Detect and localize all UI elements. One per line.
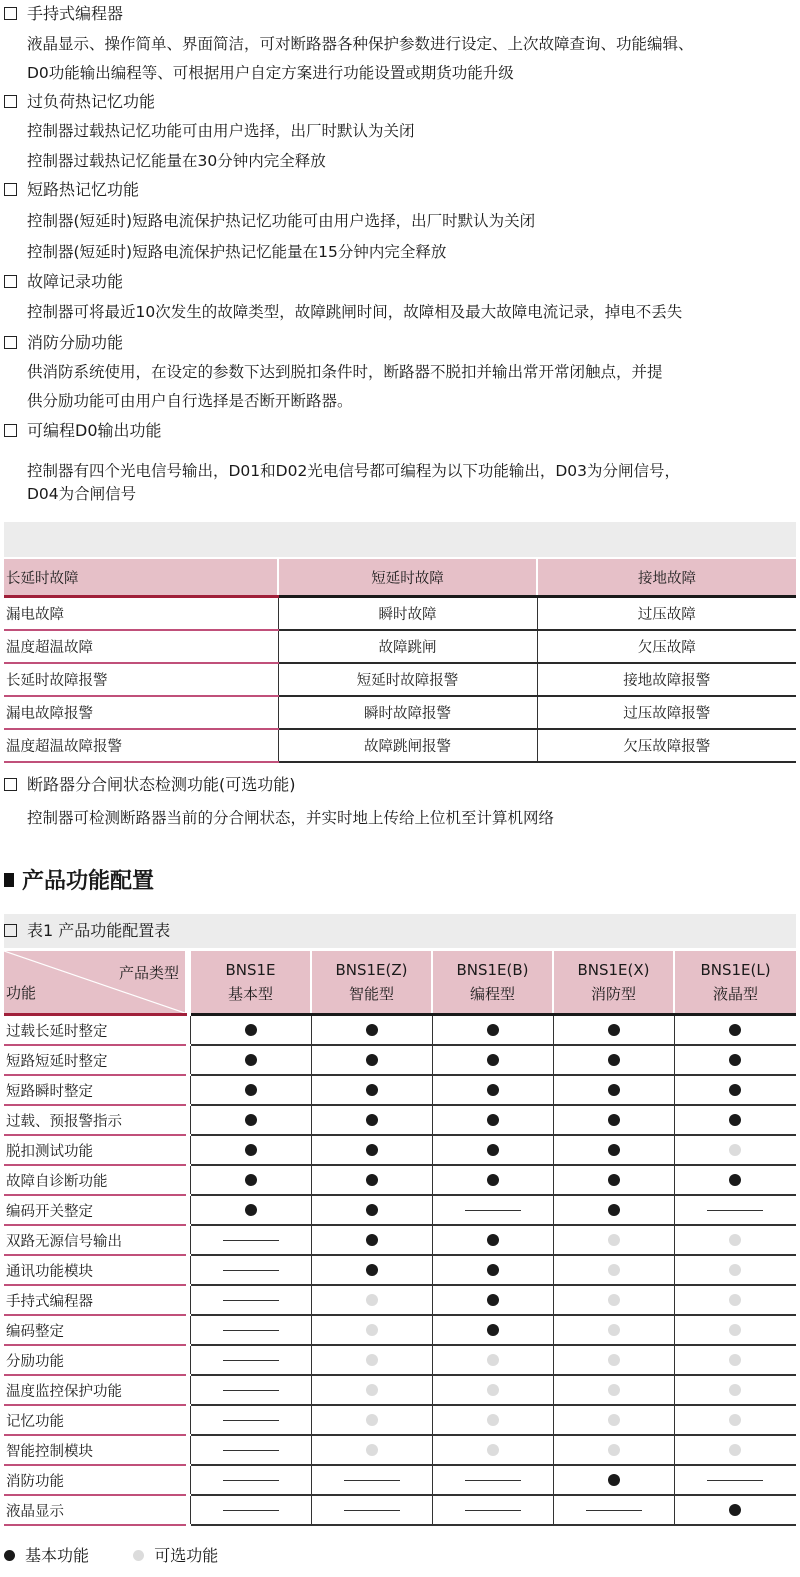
basic-dot-icon (245, 1054, 257, 1066)
value-cell (674, 1345, 796, 1375)
value-cell (674, 1435, 796, 1465)
table-cell: 故障跳闸 (278, 630, 537, 663)
not-available-dash-icon (465, 1510, 521, 1511)
table-row (4, 630, 796, 663)
checkbox-square-icon (4, 924, 17, 937)
not-available-dash-icon (344, 1510, 400, 1511)
value-cell (553, 1435, 674, 1465)
table-row (4, 1105, 796, 1135)
optional-dot-icon (366, 1354, 378, 1366)
basic-dot-icon (245, 1084, 257, 1096)
basic-dot-icon (608, 1054, 620, 1066)
value-cell (674, 1135, 796, 1165)
table-caption: 表1 产品功能配置表 (4, 914, 796, 948)
basic-dot-icon (245, 1204, 257, 1216)
optional-dot-icon (729, 1294, 741, 1306)
table-row (4, 1285, 796, 1315)
basic-dot-icon (366, 1234, 378, 1246)
optional-dot-icon (366, 1444, 378, 1456)
basic-dot-icon (366, 1264, 378, 1276)
optional-dot-icon (608, 1324, 620, 1336)
value-cell (311, 1465, 432, 1495)
not-available-dash-icon (223, 1300, 279, 1301)
not-available-dash-icon (223, 1360, 279, 1361)
value-cell (553, 1315, 674, 1345)
value-cell (190, 1195, 311, 1225)
basic-dot-icon (729, 1504, 741, 1516)
value-cell (674, 1105, 796, 1135)
value-cell (674, 1495, 796, 1525)
not-available-dash-icon (465, 1210, 521, 1211)
table-cell: 漏电故障 (4, 597, 278, 631)
value-cell (553, 1255, 674, 1285)
function-cell: 过载长延时整定 (4, 1015, 186, 1046)
value-cell (674, 1195, 796, 1225)
value-cell (190, 1375, 311, 1405)
optional-dot-icon (729, 1384, 741, 1396)
table-row (4, 597, 796, 631)
table-row (4, 729, 796, 762)
value-cell (553, 1015, 674, 1046)
value-cell (311, 1105, 432, 1135)
table-row (4, 1315, 796, 1345)
value-cell (432, 1045, 553, 1075)
table-row (4, 1135, 796, 1165)
table-cell: 温度超温故障 (4, 630, 278, 663)
header-cell: BNS1E(B) 编程型 (432, 951, 553, 1015)
function-cell: 编码开关整定 (4, 1195, 186, 1225)
optional-dot-icon (366, 1414, 378, 1426)
optional-dot-icon (608, 1234, 620, 1246)
feature-text: 控制器可将最近10次发生的故障类型，故障跳闸时间，故障相及最大故障电流记录，掉电不丢失 (27, 303, 683, 321)
optional-dot-icon (487, 1354, 499, 1366)
table-cell: 短延时故障报警 (278, 663, 537, 696)
table-row (4, 663, 796, 696)
basic-dot-icon (729, 1084, 741, 1096)
table-header-row (4, 559, 796, 597)
value-cell (432, 1405, 553, 1435)
table-cell: 过压故障报警 (537, 696, 796, 729)
basic-dot-icon (729, 1024, 741, 1036)
table-cell: 瞬时故障报警 (278, 696, 537, 729)
optional-dot-icon (487, 1444, 499, 1456)
value-cell (553, 1345, 674, 1375)
value-cell (190, 1465, 311, 1495)
basic-dot-icon (608, 1084, 620, 1096)
value-cell (432, 1165, 553, 1195)
value-cell (311, 1495, 432, 1525)
basic-dot-icon (366, 1114, 378, 1126)
feature-title: 手持式编程器 (4, 4, 123, 24)
legend-basic-label: 基本功能 (25, 1546, 90, 1565)
header-cell: BNS1E(Z) 智能型 (311, 951, 432, 1015)
value-cell (311, 1015, 432, 1046)
not-available-dash-icon (344, 1480, 400, 1481)
value-cell (190, 1045, 311, 1075)
basic-dot-icon (608, 1474, 620, 1486)
basic-dot-icon (729, 1054, 741, 1066)
basic-dot-icon (366, 1174, 378, 1186)
not-available-dash-icon (465, 1480, 521, 1481)
basic-dot-icon (4, 1550, 15, 1561)
optional-dot-icon (133, 1550, 144, 1561)
checkbox-square-icon (4, 778, 17, 791)
value-cell (190, 1105, 311, 1135)
value-cell (674, 1075, 796, 1105)
value-cell (311, 1225, 432, 1255)
legend-optional-label: 可选功能 (154, 1546, 219, 1565)
basic-dot-icon (487, 1264, 499, 1276)
table-cell: 欠压故障报警 (537, 729, 796, 762)
square-bullet-icon (4, 873, 14, 887)
table-cell: 故障跳闸报警 (278, 729, 537, 762)
table-cell: 接地故障报警 (537, 663, 796, 696)
basic-dot-icon (487, 1084, 499, 1096)
function-cell: 短路短延时整定 (4, 1045, 186, 1075)
value-cell (311, 1345, 432, 1375)
value-cell (674, 1405, 796, 1435)
basic-dot-icon (245, 1024, 257, 1036)
optional-dot-icon (729, 1234, 741, 1246)
function-cell: 故障自诊断功能 (4, 1165, 186, 1195)
value-cell (432, 1285, 553, 1315)
value-cell (190, 1435, 311, 1465)
header-cell: 短延时故障 (278, 559, 537, 597)
value-cell (553, 1135, 674, 1165)
optional-dot-icon (729, 1414, 741, 1426)
checkbox-square-icon (4, 336, 17, 349)
checkbox-square-icon (4, 424, 17, 437)
function-cell: 智能控制模块 (4, 1435, 186, 1465)
value-cell (311, 1165, 432, 1195)
header-cell: 接地故障 (537, 559, 796, 597)
not-available-dash-icon (223, 1450, 279, 1451)
optional-dot-icon (366, 1294, 378, 1306)
value-cell (553, 1375, 674, 1405)
value-cell (432, 1015, 553, 1046)
value-cell (190, 1015, 311, 1046)
value-cell (432, 1495, 553, 1525)
not-available-dash-icon (707, 1210, 763, 1211)
optional-dot-icon (608, 1384, 620, 1396)
basic-dot-icon (608, 1144, 620, 1156)
feature-text: D0功能输出编程等、可根据用户自定方案进行功能设置或期货功能升级 (27, 64, 514, 82)
table-row (4, 1195, 796, 1225)
section-title: 产品功能配置 (4, 868, 154, 896)
optional-dot-icon (608, 1354, 620, 1366)
basic-dot-icon (487, 1144, 499, 1156)
not-available-dash-icon (223, 1390, 279, 1391)
value-cell (190, 1075, 311, 1105)
table-row (4, 1435, 796, 1465)
value-cell (190, 1165, 311, 1195)
feature-text: 供分励功能可由用户自行选择是否断开断路器。 (27, 392, 353, 410)
value-cell (553, 1045, 674, 1075)
function-cell: 手持式编程器 (4, 1285, 186, 1315)
feature-text: 控制器(短延时)短路电流保护热记忆功能可由用户选择，出厂时默认为关闭 (27, 212, 536, 230)
table-row (4, 1465, 796, 1495)
header-cell: BNS1E(L) 液晶型 (674, 951, 796, 1015)
feature-text: 控制器(短延时)短路电流保护热记忆能量在15分钟内完全释放 (27, 243, 447, 261)
value-cell (432, 1255, 553, 1285)
header-cell: BNS1E(X) 消防型 (553, 951, 674, 1015)
value-cell (674, 1285, 796, 1315)
feature-title: 过负荷热记忆功能 (4, 92, 155, 112)
value-cell (190, 1255, 311, 1285)
feature-text: 液晶显示、操作简单、界面简洁，可对断路器各种保护参数进行设定、上次故障查询、功能编辑、 (27, 35, 694, 53)
basic-dot-icon (245, 1114, 257, 1126)
function-cell: 脱扣测试功能 (4, 1135, 186, 1165)
table-cell: 过压故障 (537, 597, 796, 631)
function-cell: 分励功能 (4, 1345, 186, 1375)
not-available-dash-icon (223, 1240, 279, 1241)
checkbox-square-icon (4, 7, 17, 20)
feature-text: 控制器过载热记忆功能可由用户选择，出厂时默认为关闭 (27, 122, 415, 140)
optional-dot-icon (729, 1144, 741, 1156)
table-row (4, 1225, 796, 1255)
function-cell: 记忆功能 (4, 1405, 186, 1435)
basic-dot-icon (608, 1114, 620, 1126)
function-cell: 编码整定 (4, 1315, 186, 1345)
basic-dot-icon (366, 1204, 378, 1216)
not-available-dash-icon (223, 1510, 279, 1511)
table-cell: 漏电故障报警 (4, 696, 278, 729)
optional-dot-icon (608, 1264, 620, 1276)
function-cell: 通讯功能模块 (4, 1255, 186, 1285)
basic-dot-icon (487, 1174, 499, 1186)
value-cell (432, 1075, 553, 1105)
feature-title: 故障记录功能 (4, 272, 123, 292)
function-cell: 双路无源信号输出 (4, 1225, 186, 1255)
value-cell (190, 1315, 311, 1345)
optional-dot-icon (729, 1264, 741, 1276)
table-cell: 长延时故障报警 (4, 663, 278, 696)
basic-dot-icon (729, 1174, 741, 1186)
value-cell (432, 1315, 553, 1345)
table-cell: 欠压故障 (537, 630, 796, 663)
value-cell (432, 1135, 553, 1165)
value-cell (674, 1045, 796, 1075)
table-row (4, 1375, 796, 1405)
function-cell: 液晶显示 (4, 1495, 186, 1525)
value-cell (190, 1225, 311, 1255)
optional-dot-icon (487, 1384, 499, 1396)
value-cell (553, 1075, 674, 1105)
function-cell: 短路瞬时整定 (4, 1075, 186, 1105)
optional-dot-icon (729, 1354, 741, 1366)
header-cell: BNS1E 基本型 (190, 951, 311, 1015)
function-cell: 温度监控保护功能 (4, 1375, 186, 1405)
basic-dot-icon (366, 1054, 378, 1066)
table-row (4, 1075, 796, 1105)
value-cell (553, 1285, 674, 1315)
value-cell (553, 1465, 674, 1495)
header-cell: 长延时故障 (4, 559, 278, 597)
value-cell (311, 1195, 432, 1225)
basic-dot-icon (487, 1324, 499, 1336)
value-cell (553, 1105, 674, 1135)
optional-dot-icon (366, 1384, 378, 1396)
feature-title: 可编程D0输出功能 (4, 421, 162, 441)
basic-dot-icon (729, 1114, 741, 1126)
config-table (4, 951, 796, 1526)
checkbox-square-icon (4, 275, 17, 288)
value-cell (432, 1105, 553, 1135)
basic-dot-icon (608, 1024, 620, 1036)
value-cell (190, 1285, 311, 1315)
value-cell (190, 1405, 311, 1435)
value-cell (674, 1165, 796, 1195)
optional-dot-icon (608, 1294, 620, 1306)
fault-table (4, 559, 796, 763)
corner-label-function: 功能 (6, 984, 37, 1002)
not-available-dash-icon (223, 1480, 279, 1481)
table-row (4, 696, 796, 729)
checkbox-square-icon (4, 183, 17, 196)
optional-dot-icon (366, 1324, 378, 1336)
table-header-row (4, 951, 796, 1015)
legend (4, 1545, 218, 1567)
value-cell (674, 1015, 796, 1046)
value-cell (190, 1345, 311, 1375)
feature-text: 控制器有四个光电信号输出，D01和D02光电信号都可编程为以下功能输出，D03为分闸信号， (27, 462, 680, 480)
value-cell (674, 1255, 796, 1285)
value-cell (553, 1225, 674, 1255)
value-cell (432, 1345, 553, 1375)
value-cell (311, 1315, 432, 1345)
table-cell: 瞬时故障 (278, 597, 537, 631)
optional-dot-icon (608, 1414, 620, 1426)
value-cell (553, 1405, 674, 1435)
basic-dot-icon (245, 1144, 257, 1156)
value-cell (674, 1375, 796, 1405)
table-row (4, 1255, 796, 1285)
optional-dot-icon (729, 1324, 741, 1336)
not-available-dash-icon (586, 1510, 642, 1511)
value-cell (311, 1375, 432, 1405)
table-cell: 温度超温故障报警 (4, 729, 278, 762)
value-cell (674, 1315, 796, 1345)
basic-dot-icon (366, 1024, 378, 1036)
value-cell (553, 1195, 674, 1225)
optional-dot-icon (729, 1444, 741, 1456)
checkbox-square-icon (4, 95, 17, 108)
table-row (4, 1165, 796, 1195)
basic-dot-icon (487, 1234, 499, 1246)
value-cell (311, 1135, 432, 1165)
not-available-dash-icon (223, 1330, 279, 1331)
not-available-dash-icon (223, 1420, 279, 1421)
basic-dot-icon (487, 1114, 499, 1126)
value-cell (432, 1375, 553, 1405)
feature-title: 短路热记忆功能 (4, 180, 139, 200)
corner-label-type: 产品类型 (118, 964, 179, 982)
basic-dot-icon (608, 1204, 620, 1216)
value-cell (553, 1165, 674, 1195)
value-cell (190, 1495, 311, 1525)
basic-dot-icon (366, 1084, 378, 1096)
basic-dot-icon (245, 1174, 257, 1186)
function-cell: 过载、预报警指示 (4, 1105, 186, 1135)
table-row (4, 1405, 796, 1435)
value-cell (311, 1405, 432, 1435)
not-available-dash-icon (707, 1480, 763, 1481)
value-cell (190, 1135, 311, 1165)
corner-header-cell (4, 951, 186, 1015)
value-cell (311, 1045, 432, 1075)
value-cell (311, 1285, 432, 1315)
basic-dot-icon (487, 1054, 499, 1066)
table-row (4, 1345, 796, 1375)
function-cell: 消防功能 (4, 1465, 186, 1495)
feature-text: 控制器可检测断路器当前的分合闸状态，并实时地上传给上位机至计算机网络 (27, 809, 555, 827)
table-row (4, 1495, 796, 1525)
value-cell (311, 1435, 432, 1465)
value-cell (674, 1225, 796, 1255)
value-cell (311, 1255, 432, 1285)
value-cell (432, 1435, 553, 1465)
basic-dot-icon (366, 1144, 378, 1156)
value-cell (674, 1465, 796, 1495)
feature-title: 断路器分合闸状态检测功能(可选功能) (4, 775, 296, 795)
value-cell (432, 1465, 553, 1495)
optional-dot-icon (608, 1444, 620, 1456)
value-cell (553, 1495, 674, 1525)
feature-text: D04为合闸信号 (27, 485, 137, 503)
basic-dot-icon (608, 1174, 620, 1186)
feature-text: 供消防系统使用，在设定的参数下达到脱扣条件时，断路器不脱扣并输出常开常闭触点，并提 (27, 363, 663, 381)
feature-text: 控制器过载热记忆能量在30分钟内完全释放 (27, 152, 326, 170)
table-row (4, 1045, 796, 1075)
value-cell (311, 1075, 432, 1105)
table-row (4, 1015, 796, 1046)
optional-dot-icon (487, 1414, 499, 1426)
not-available-dash-icon (223, 1270, 279, 1271)
basic-dot-icon (487, 1294, 499, 1306)
basic-dot-icon (487, 1024, 499, 1036)
table-band (4, 522, 796, 557)
value-cell (432, 1225, 553, 1255)
feature-title: 消防分励功能 (4, 333, 123, 353)
value-cell (432, 1195, 553, 1225)
